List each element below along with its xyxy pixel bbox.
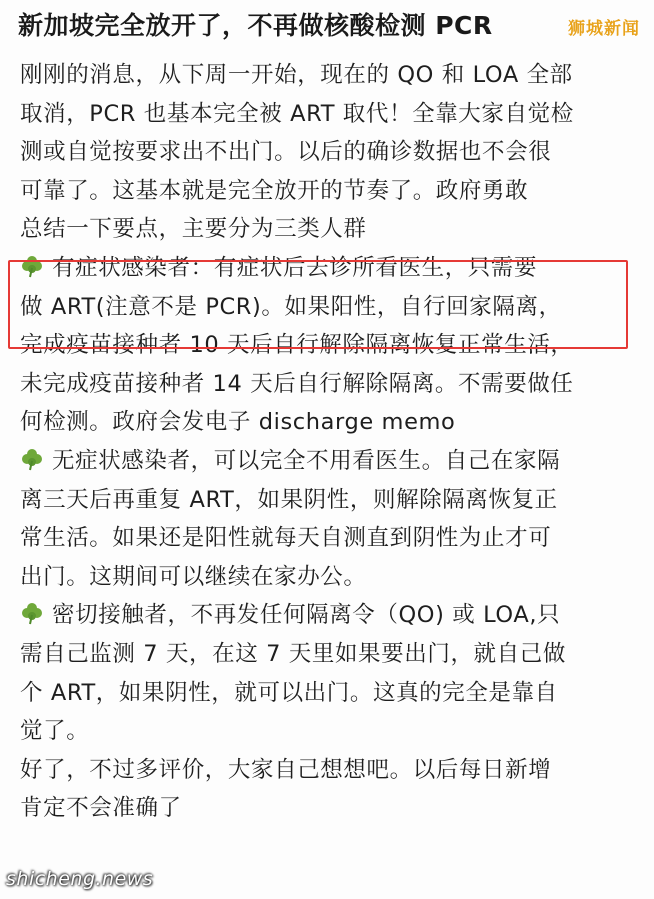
body-line: 需自己监测 7 天，在这 7 天里如果要出门，就自己做 <box>20 640 566 667</box>
body-line: 总结一下要点，主要分为三类人群 <box>20 216 367 243</box>
body-line-close-contact: 密切接触者，不再发任何隔离令（QO) 或 LOA,只 <box>20 596 640 635</box>
body-line: 可靠了。这基本就是完全放开的节奏了。政府勇敢 <box>20 177 529 204</box>
body-line-symptomatic: 有症状感染者：有症状后去诊所看医生，只需要 <box>20 249 640 288</box>
body-line: 出门。这期间可以继续在家办公。 <box>20 563 367 590</box>
article-title: 新加坡完全放开了，不再做核酸检测 PCR <box>18 11 493 40</box>
body-line: 好了，不过多评价，大家自己想想吧。以后每日新增 <box>20 756 552 783</box>
body-line: 测或自觉按要求出不出门。以后的确诊数据也不会很 <box>20 139 552 166</box>
body-line: 肯定不会准确了 <box>20 795 182 822</box>
body-line: 离三天后再重复 ART，如果阴性，则解除隔离恢复正 <box>20 486 558 513</box>
body-line: 何检测。政府会发电子 discharge memo <box>20 409 456 436</box>
watermark-bottom: shicheng.news <box>6 868 154 890</box>
body-line: 取消，PCR 也基本完全被 ART 取代！全靠大家自觉检 <box>20 100 574 127</box>
body-line: 做 ART(注意不是 PCR)。如果阳性，自行回家隔离， <box>20 293 562 320</box>
body-line: 觉了。 <box>20 718 90 745</box>
clover-icon <box>20 601 44 625</box>
clover-icon <box>20 447 44 471</box>
watermark-top: 狮城新闻 <box>568 19 640 39</box>
body-line: 未完成疫苗接种者 14 天后自行解除隔离。不需要做任 <box>20 370 574 397</box>
body-line-asymptomatic: 无症状感染者，可以完全不用看医生。自己在家隔 <box>20 442 640 481</box>
body-line: 常生活。如果还是阳性就每天自测直到阴性为止才可 <box>20 525 552 552</box>
red-highlight-box <box>8 260 628 349</box>
body-line: 刚刚的消息，从下周一开始，现在的 QO 和 LOA 全部 <box>20 62 573 88</box>
body-line: 完成疫苗接种者 10 天后自行解除隔离恢复正常生活， <box>20 332 574 359</box>
article-body <box>20 56 640 828</box>
body-line: 个 ART，如果阴性，就可以出门。这真的完全是靠自 <box>20 679 558 706</box>
